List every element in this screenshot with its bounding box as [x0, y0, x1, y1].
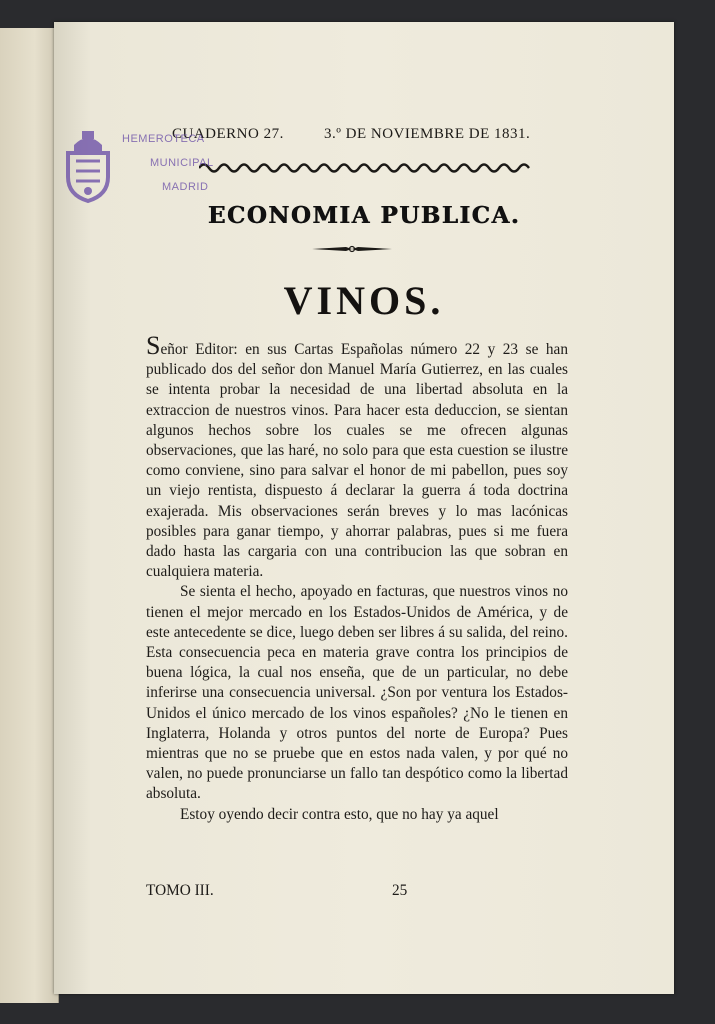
library-stamp	[62, 127, 232, 207]
issue-number: CUADERNO 27.	[172, 126, 284, 142]
section-title: ECONOMIA PUBLICA.	[207, 202, 521, 229]
facing-page-edge	[0, 28, 59, 1003]
signature-mark: 25	[392, 882, 408, 899]
coat-of-arms-icon	[62, 127, 114, 205]
paragraph-1: Señor Editor: en sus Cartas Españolas número 22 y 23 se han publicado dos del señor don Manuel María Gutierrez, en las cuales se intenta probar la necesidad de una libertad absoluta en la extraccion de nuestros vinos. Para hacer esta deduccion, se sientan algunos hechos sobre los cuales se me ofrecen algunas observaciones, que las haré, no solo para que esta cuestion se ilustre como conviene, sino para salvar el honor de mi pabellon, pues soy un viejo rentista, dispuesto á declarar la guerra á toda doctrina exajerada. Mis observaciones serán breves y lo mas lacónicas posibles para ganar tiempo, y ahorrar palabras, pues si me fuera dado hasta las cargaria con una contribucion las que sobran en cualquiera materia.	[146, 331, 568, 581]
issue-date: 3.º DE NOVIEMBRE DE 1831.	[324, 126, 531, 142]
wave-rule-ornament	[199, 160, 534, 176]
volume-label: TOMO III.	[146, 882, 214, 899]
article-title: VINOS.	[283, 278, 445, 323]
paragraph-3: Estoy oyendo decir contra esto, que no hay ya aquel	[180, 805, 499, 823]
paragraph-2: Se sienta el hecho, apoyado en facturas, que nuestros vinos no tienen el mejor mercado en los Estados-Unidos de América, y de este antecedente se dice, luego deben ser libres á su salida, del reino. Esta consecuencia peca en materia grave contra los principios de buena lógica, la cual nos enseña, que de un particular, no debe inferirse una consecuencia universal. ¿Son por ventura los Estados-Unidos el único mercado de los vinos españoles? ¿No le tienen en Inglaterra, Holanda y otros puntos del norte de Europa? Pues mientras que no se pruebe que en estos nada valen, y por qué no valen, no puede pronunciarse un fallo tan despótico como la libertad absoluta.	[146, 583, 568, 803]
book-page	[54, 22, 674, 994]
stamp-line-1: HEMEROTECA	[122, 133, 205, 145]
stamp-line-3: MADRID	[162, 181, 209, 193]
divider-ornament	[312, 244, 392, 254]
stamp-line-2: MUNICIPAL	[150, 157, 214, 169]
article-body	[146, 331, 568, 825]
